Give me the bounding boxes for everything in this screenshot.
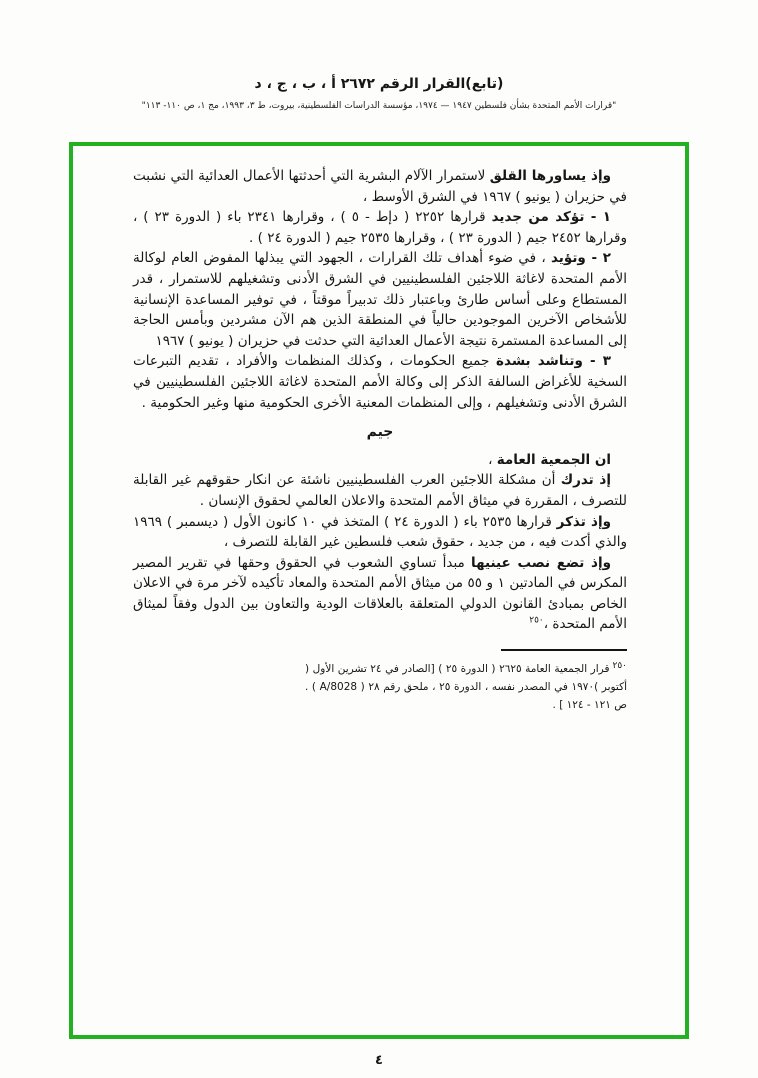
paragraph-preamble-bearing xyxy=(133,553,627,635)
paragraph-preamble xyxy=(133,166,627,207)
document-title: (تابع)القرار الرقم ٢٦٧٢ أ ، ب ، ج ، د xyxy=(254,76,504,92)
footnote-body: قرار الجمعية العامة ٢٦٢٥ ( الدورة ٢٥ ) [الصادر في ٢٤ تشرين الأول ( أكتوبر )١٩٧٠ في المصدر نفسه ، الدورة ٢٥ ، ملحق رقم ٢٨ ( A/8028 ) . ص ١٢١ - ١٢٤ ] . xyxy=(305,663,628,712)
paragraph-assembly-opening xyxy=(133,450,627,471)
paragraph-text: ، في ضوء أهداف تلك القرارات ، الجهود التي يبذلها المفوض العام لوكالة الأمم المتحدة لاغاثة اللاجئين الفلسطينيين في الشرق الأدنى وتشغيلهم للاستمرار ، قدر المستطاع وعلى أساس طارئ وباعتبار ذلك تدبيراً موقتاً ، في توفير المساعدة الإنسانية للأشخاص الآخرين الموجودين حالياً في المنطقة الذين هم الآن مشردين وبأمس الحاجة إلى المساعدة المستمرة نتيجة الأعمال العدائية التي حدثت في حزيران ( يونيو ) ١٩٦٧ xyxy=(133,250,627,349)
paragraph-lead: وإذ تضع نصب عينيها xyxy=(471,554,611,571)
paragraph-text: أن مشكلة اللاجئين العرب الفلسطينيين ناشئة عن انكار حقوقهم غير القابلة للتصرف ، المقررة في ميثاق الأمم المتحدة والاعلان العالمي لحقوق الإنسان . xyxy=(133,472,627,509)
footnote-reference: ٢٥٠ xyxy=(529,615,544,626)
paragraph-text: جميع الحكومات ، وكذلك المنظمات والأفراد ، تقديم التبرعات السخية للأغراض السالفة الذكر إلى وكالة الأمم المتحدة لاغاثة اللاجئين الفلسطينيين في الشرق الأدنى وتشغيلهم ، وإلى المنظمات المعنية الأخرى الحكومية منها وغير الحكومية . xyxy=(133,353,627,411)
section-heading: جيم xyxy=(366,424,394,441)
paragraph-operative-1 xyxy=(133,207,627,248)
footnote-separator xyxy=(501,649,627,651)
paragraph-text: لاستمرار الآلام البشرية التي أحدثتها الأعمال العدائية التي نشبت في حزيران ( يونيو ) ١٩٦٧ في الشرق الأوسط ، xyxy=(133,168,627,205)
paragraph-lead: إذ تدرك xyxy=(560,472,611,489)
source-citation: "قرارات الأمم المتحدة بشأن فلسطين ١٩٤٧ — ١٩٧٤، مؤسسة الدراسات الفلسطينية، بيروت، ط ٣، ١٩٩٣، مج ١، ص ١١٠- ١١٣" xyxy=(141,101,617,111)
body-text xyxy=(73,146,685,714)
paragraph-text: قرارها ٢٥٣٥ باء ( الدورة ٢٤ ) المتخذ في ١٠ كانون الأول ( ديسمبر ) ١٩٦٩ والذي أكدت فيه ، من جديد ، حقوق شعب فلسطين غير القابلة للتصرف ، xyxy=(133,513,627,551)
paragraph-lead: ان الجمعية العامة xyxy=(496,451,611,468)
paragraph-preamble-recall xyxy=(133,512,627,553)
paragraph-text: ، xyxy=(488,451,497,468)
page-header xyxy=(0,76,758,111)
footnote-marker: ٢٥٠ xyxy=(612,660,627,671)
content-border-box xyxy=(69,142,689,1039)
paragraph-operative-2 xyxy=(133,248,627,351)
paragraph-lead: ١ - تؤكد من جديد xyxy=(491,209,611,226)
paragraph-lead: وإذ يساورها القلق xyxy=(489,168,611,184)
paragraph-lead: ٣ - وتناشد بشدة xyxy=(496,353,611,370)
paragraph-text: قرارها ٢٢٥٢ ( دإط - ٥ ) ، وقرارها ٢٣٤١ باء ( الدورة ٢٣ ) ، وقرارها ٢٤٥٢ جيم ( الدورة ٢٣ ) ، وقرارها ٢٥٣٥ جيم ( الدورة ٢٤ ) . xyxy=(133,209,627,246)
paragraph-text: مبدأ تساوي الشعوب في الحقوق وحقها في تقرير المصير المكرس في المادتين ١ و ٥٥ من ميثاق الأمم المتحدة والمعاد تأكيده لآخر مرة في الاعلان الخاص بمبادئ القانون الدولي المتعلقة بالعلاقات الودية والتعاون بين الدول وفقاً لميثاق الأمم المتحدة ، xyxy=(133,554,627,633)
paragraph-lead: ٢ - وتؤيد xyxy=(550,250,612,267)
page-number: ٤ xyxy=(375,1053,383,1068)
footnote-text xyxy=(305,660,627,714)
footnote-block xyxy=(133,649,627,714)
paragraph-preamble-aware xyxy=(133,470,627,511)
paragraph-lead: وإذ تذكر xyxy=(556,513,611,530)
paragraph-operative-3 xyxy=(133,351,627,413)
